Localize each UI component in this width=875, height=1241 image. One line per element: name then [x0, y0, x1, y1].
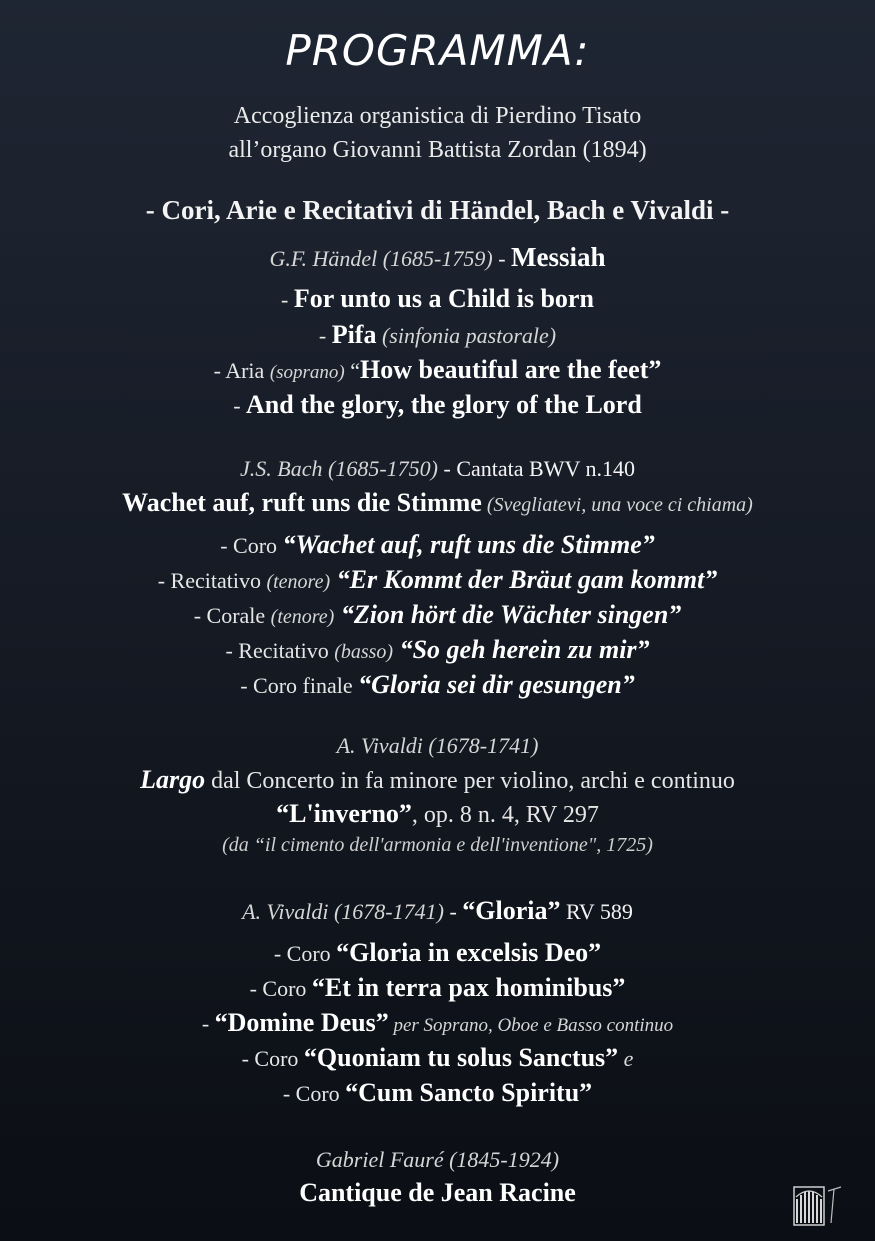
- item-prefix: - Coro: [241, 1046, 304, 1071]
- largo-description: dal Concerto in fa minore per violino, archi e continuo: [205, 768, 735, 794]
- handel-work: Messiah: [511, 242, 606, 272]
- item-title: “Gloria sei dir gesungen”: [358, 670, 635, 699]
- handel-item-4: [0, 390, 875, 420]
- vivaldi-1-composer: [0, 733, 875, 759]
- faure-work-line: [0, 1178, 875, 1208]
- item-prefix: - Recitativo: [157, 568, 267, 593]
- bach-header: [0, 456, 875, 482]
- handel-composer: G.F. Händel (1685-1759): [269, 246, 493, 271]
- item-note: per Soprano, Oboe e Basso continuo: [388, 1015, 674, 1036]
- item-title: “Et in terra pax hominibus”: [311, 973, 626, 1002]
- bach-item-5: [0, 670, 875, 700]
- vivaldi-2-item-5: [0, 1078, 875, 1108]
- vivaldi-1-largo-line: [0, 765, 875, 795]
- item-prefix: - Corale: [193, 603, 271, 628]
- bach-work: Wachet auf, ruft uns die Stimme: [122, 488, 482, 517]
- item-voice: (soprano): [269, 362, 345, 383]
- item-note: e: [618, 1046, 634, 1071]
- gloria-catalog: RV 589: [560, 899, 633, 924]
- handel-dash: -: [492, 246, 512, 271]
- item-title: “Cum Sancto Spiritu”: [345, 1078, 593, 1107]
- bach-item-4: [0, 635, 875, 665]
- item-note: (sinfonia pastorale): [376, 323, 557, 348]
- handel-header: [0, 242, 875, 273]
- item-title: “Gloria in excelsis Deo”: [336, 938, 602, 967]
- vivaldi-1-source: (da “il cimento dell'armonia e dell'inventione", 1725): [222, 834, 653, 856]
- composer-name: A. Vivaldi (1678-1741): [336, 733, 539, 758]
- bach-work-line: [0, 488, 875, 518]
- vivaldi-1-inverno-line: [0, 799, 875, 829]
- item-prefix: - Coro: [282, 1081, 346, 1106]
- largo-title: Largo: [140, 765, 206, 794]
- item-prefix: - Recitativo: [225, 638, 335, 663]
- item-prefix: - Coro: [249, 976, 312, 1001]
- intro-line-1: Accoglienza organistica di Pierdino Tisato: [233, 103, 642, 129]
- item-title: How beautiful are the feet”: [360, 355, 662, 384]
- handel-item-1: [0, 284, 875, 314]
- bach-item-1: [0, 530, 875, 560]
- organ-pipes-logo-icon: [793, 1183, 843, 1227]
- item-title: “So geh herein zu mir”: [393, 635, 650, 664]
- item-prefix: -: [318, 323, 332, 348]
- page-title: PROGRAMMA:: [285, 26, 590, 75]
- bach-item-3: [0, 600, 875, 630]
- item-title: “Quoniam tu solus Sanctus”: [303, 1043, 619, 1072]
- handel-item-2: [0, 320, 875, 350]
- item-voice: (tenore): [270, 606, 335, 628]
- composer-name: Gabriel Fauré (1845-1924): [315, 1147, 560, 1172]
- item-prefix: -: [281, 287, 294, 312]
- vivaldi-2-item-1: [0, 938, 875, 968]
- inverno-catalog: , op. 8 n. 4, RV 297: [411, 802, 599, 828]
- faure-work: Cantique de Jean Racine: [299, 1178, 576, 1207]
- vivaldi-2-item-2: [0, 973, 875, 1003]
- item-prefix: - Aria: [213, 358, 270, 383]
- item-quote: “: [344, 358, 361, 383]
- vivaldi-2-item-4: [0, 1043, 875, 1073]
- composer-name: A. Vivaldi (1678-1741): [242, 899, 444, 924]
- item-voice: (basso): [334, 641, 394, 663]
- vivaldi-2-header: [0, 896, 875, 926]
- gloria-title: “Gloria”: [462, 896, 561, 925]
- item-prefix: - Coro: [273, 941, 337, 966]
- item-title: Pifa: [331, 320, 377, 349]
- section-heading: - Cori, Arie e Recitativi di Händel, Bach e Vivaldi -: [145, 195, 730, 225]
- item-voice: (tenore): [266, 571, 331, 593]
- item-title: “Er Kommt der Bräut gam kommt”: [330, 565, 718, 594]
- bach-work-translation: (Svegliatevi, una voce ci chiama): [481, 494, 753, 516]
- faure-composer: [0, 1147, 875, 1173]
- item-title: “Zion hört die Wächter singen”: [334, 600, 682, 629]
- item-prefix: - Coro finale: [240, 673, 359, 698]
- bach-cantata: - Cantata BWV n.140: [438, 456, 635, 481]
- item-prefix: - Coro: [220, 533, 283, 558]
- vivaldi-2-item-3: [0, 1008, 875, 1038]
- item-title: For unto us a Child is born: [293, 284, 594, 313]
- header-dash: -: [443, 899, 463, 924]
- handel-item-3: [0, 355, 875, 385]
- intro-line-2: all’organo Giovanni Battista Zordan (1894): [228, 137, 647, 163]
- bach-composer: J.S. Bach (1685-1750): [240, 456, 438, 481]
- item-title: “Wachet auf, ruft uns die Stimme”: [282, 530, 655, 559]
- item-title: And the glory, the glory of the Lord: [246, 390, 642, 419]
- inverno-title: “L'inverno”: [276, 799, 412, 828]
- item-prefix: -: [233, 393, 247, 418]
- item-prefix: -: [201, 1011, 215, 1036]
- item-title: “Domine Deus”: [214, 1008, 389, 1037]
- bach-item-2: [0, 565, 875, 595]
